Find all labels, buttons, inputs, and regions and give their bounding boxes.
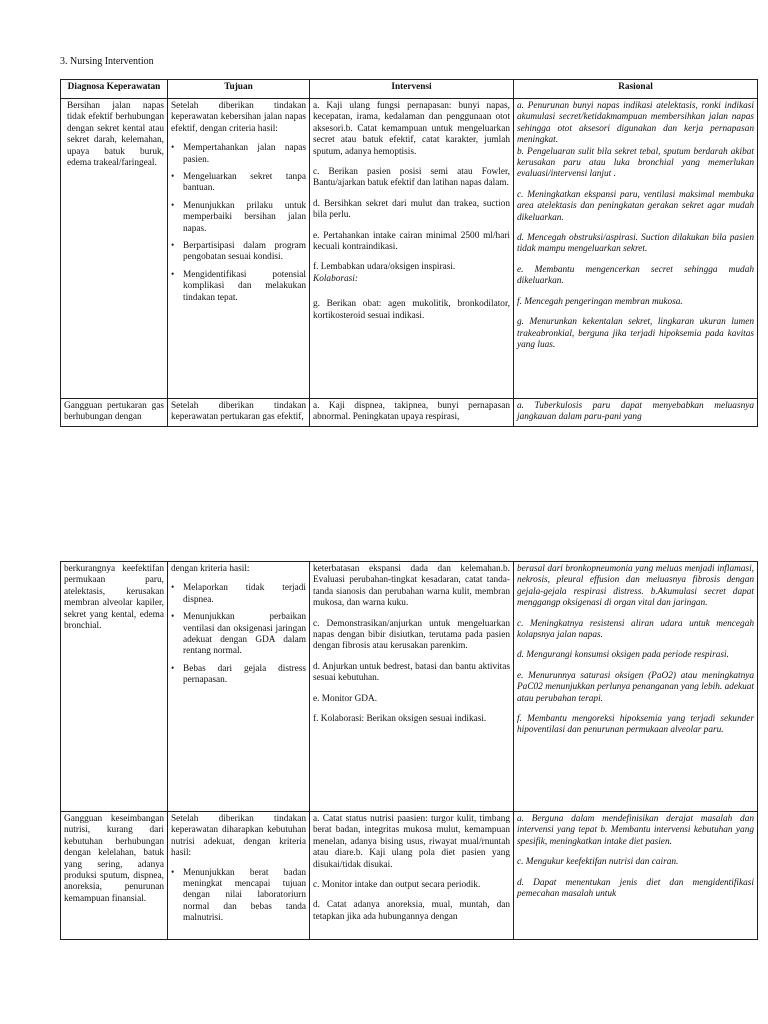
intervention-table-page-2	[60, 561, 758, 940]
intervensi-item: d. Bersihkan sekret dari mulut dan trakea, suction bila perlu.	[313, 198, 510, 221]
rasional-item: e. Menurunnya saturasi oksigen (PaO2) atau meningkatnya PaC02 menunjukkan perlunya penanganan yang lebih. adekuat atau perubahan terapi.	[517, 670, 754, 704]
intervensi-item: e. Monitor GDA.	[313, 693, 378, 704]
rasional-item: c. Mengukur keefektifan nutrisi dan cairan.	[517, 857, 679, 868]
criteria-list	[171, 583, 306, 686]
list-item: • Melaporkan tidak terjadi dispnea.	[183, 583, 306, 606]
column-header-rasional: Rasional	[514, 80, 758, 99]
rasional-item: g. Menurunkan kekentalan sekret, lingkaran ukuran lumen trakeabronkial, berguna jika terjadi hipoksemia pada kavitas yang luas.	[517, 317, 754, 350]
tujuan-intro: Setelah diberikan tindakan keperawatan kebersihan jalan napas efektif, dengan criteria hasil:	[171, 101, 306, 134]
column-header-intervensi: Intervensi	[310, 80, 514, 99]
rasional-item: d. Dapat menentukan jenis diet dan mengidentifikasi pemecahan masalah untuk	[517, 877, 754, 900]
section-heading: 3. Nursing Intervention	[60, 56, 154, 67]
intervensi-item: e. Pertahankan intake cairan minimal 2500 ml/hari kecuali kontraindikasi.	[313, 230, 510, 253]
criteria-list	[171, 868, 306, 925]
list-item: • Mempertahankan jalan napas pasien.	[183, 143, 306, 166]
list-item: • Menunjukkan perbaikan ventilasi dan oksigenasi jaringan adekuat dengan GDA dalam rentang normal.	[183, 612, 306, 658]
rasional-item: berasal dari bronkopneumonia yang meluas menjadi inflamasi, nekrosis, pleural effusion dan meluasnya fibrosis dengan gejala-gejala respirasi distress. b.Akumulasi secret dapat menggangp oksigenasi di organ vital dan jaringan.	[517, 564, 754, 609]
rasional-cell: a. Tuberkulosis paru dapat menyebabkan meluasnya jangkauan dalam paru-pani yang	[514, 399, 758, 427]
kolaborasi-label: Kolaborasi:	[313, 273, 358, 284]
intervensi-item: c. Demonstrasikan/anjurkan untuk mengeluarkan napas dengan bibir disiutkan, terutama pada pasien dengan fibrosis atau kerusakan parenkim.	[313, 618, 510, 652]
diagnosis-cell: Gangguan pertukaran gas berhubungan dengan	[61, 399, 168, 427]
rasional-item: c. Meningkatnya resistensi aliran udara untuk mencegah kolapsnya jalan napas.	[517, 618, 754, 641]
list-item: • Mengidentifikasi potensial komplikasi dan melakukan tindakan tepat.	[183, 270, 306, 304]
table-row	[61, 562, 758, 812]
intervensi-item: g. Berikan obat: agen mukolitik, bronkodilator, kortikosteroid sesuai indikasi.	[313, 299, 510, 321]
rasional-item: a. Berguna dalam mendefinisikan derajat masalah dan intervensi yang tepat b. Membantu intervensi kebutuhan yang spesifik, meningkatkan intake diet pasien.	[517, 814, 754, 847]
intervensi-item: keterbatasan ekspansi dada dan kelemahan.b. Evaluasi perubahan-tingkat kesadaran, catat tanda-tanda sianosis dan perubahan warna kulit, membran mukosa, dan warna kuku.	[313, 564, 510, 609]
rasional-cell	[514, 812, 758, 940]
table-row	[61, 812, 758, 940]
rasional-cell	[514, 99, 758, 399]
list-item: • Bebas dari gejala distress pernapasan.	[183, 664, 306, 687]
tujuan-cell	[168, 99, 310, 399]
tujuan-intro: dengan kriteria hasil:	[171, 564, 250, 574]
rasional-item: e. Membantu mengencerkan secret sehingga mudah dikeluarkan.	[517, 264, 754, 287]
diagnosis-cell	[61, 99, 168, 399]
column-header-tujuan: Tujuan	[168, 80, 310, 99]
intervensi-item: d. Anjurkan untuk bedrest, batasi dan bantu aktivitas sesuai kebutuhan.	[313, 661, 510, 684]
list-item: • Mengeluarkan sekret tanpa bantuan.	[183, 172, 306, 195]
list-item: • Berpartisipasi dalam program pengobatan sesuai kondisi.	[183, 241, 306, 264]
intervensi-item: a. Catat status nutrisi paasien: turgor kulit, timbang berat badan, integritas mukosa mulut, kemampuan menelan, adanya bising usus, riwayat mual/rnuntah atau diare.b. Kaji ulang pola diet pasien yang disukai/tidak disukai.	[313, 814, 510, 870]
intervensi-cell	[310, 812, 514, 940]
rasional-cell	[514, 562, 758, 812]
table-row	[61, 399, 758, 427]
intervensi-item: c. Monitor intake dan output secara periodik.	[313, 880, 481, 891]
intervensi-cell	[310, 99, 514, 399]
intervensi-item: a. Kaji ulang fungsi pernapasan: bunyi napas, kecepatan, irama, kedalaman dan penggunaan otot aksesori.b. Catat kemampuan untuk mengeluarkan secret atau batuk efektif, catat karakter, jumlah sputum, adanya hemoptisis.	[313, 101, 510, 157]
intervensi-item: c. Berikan pasien posisi semi atau Fowler, Bantu/ajarkan batuk efektif dan latihan napas dalam.	[313, 167, 510, 189]
tujuan-cell	[168, 562, 310, 812]
rasional-item: f. Mencegah pengeringan membran mukosa.	[517, 296, 683, 307]
rasional-item: c. Meningkatkan ekspansi paru, ventilasi maksimal membuka area atelektasis dan peningkatan gerakan sekret agar mudah dikeluarkan.	[517, 189, 754, 223]
intervensi-item: d. Catat adanya anoreksia, mual, muntah, dan tetapkan jika ada hubungannya dengan	[313, 900, 510, 922]
diagnosis-cell: Gangguan keseimbangan nutrisi, kurang dari kebutuhan berhubungan dengan kelelahan, batuk yang sering, adanya produksi sputum, dispnea, anoreksia, penurunan kemampuan finansial.	[61, 812, 168, 940]
column-header-diagnosis: Diagnosa Keperawatan	[61, 80, 168, 99]
table-row	[61, 99, 758, 399]
rasional-item: b. Pengeluaran sulit bila sekret tebal, sputum berdarah akibat kerusakan paru atau luka bronchial yang memerlukan evaluasi/intervensi lanjut .	[517, 146, 754, 180]
intervention-table-page-1	[60, 79, 758, 427]
rasional-item: d. Mengurangi konsumsi oksigen pada periode respirasi.	[517, 650, 729, 661]
tujuan-cell: Setelah diberikan tindakan keperawatan pertukaran gas efektif,	[168, 399, 310, 427]
intervensi-cell: a. Kaji dispnea, takipnea, bunyi pernapasan abnormal. Peningkatan upaya respirasi,	[310, 399, 514, 427]
intervensi-item: f. Lembabkan udara/oksigen inspirasi.	[313, 262, 456, 273]
tujuan-intro: Setelah diberikan tindakan keperawatan diharapkan kebutuhan nutrisi adekuat, dengan kriteria hasil:	[171, 814, 306, 859]
list-item: • Menunjukkan berat badan meningkat mencapai tujuan dengan nilai laboratoriurn normal dan bebas tanda malnutrisi.	[183, 868, 306, 925]
list-item: • Menunjukkan prilaku untuk memperbaiki bersihan jalan napas.	[183, 201, 306, 235]
rasional-item: d. Mencegah obstruksi/aspirasi. Suction dilakukan bila pasien tidak mampu mengeluarkan sekret.	[517, 233, 754, 255]
intervensi-item: f. Kolaborasi: Berikan oksigen sesuai indikasi.	[313, 714, 487, 725]
criteria-list	[171, 143, 306, 304]
intervensi-cell	[310, 562, 514, 812]
rasional-item: a. Penurunan bunyi napas indikasi atelektasis, ronki indikasi akumulasi secret/ketidakmampuan membersihkan jalan napas sehingga otot aksesori digunakan dan kerja pernapasan meningkat.	[517, 101, 754, 146]
diagnosis-cell: berkurangnya keefektifan permukaan paru, atelektasis, kerusakan membran alveolar kapiler, sekret yang kental, edema bronchial.	[61, 562, 168, 812]
diagnosis-text: Bersihan jalan napas tidak efektif berhubungan dengan sekret kental atau sekret darah, kelemahan, upaya batuk buruk, edema trakeal/faringeal.	[67, 101, 164, 169]
table-header-row	[61, 80, 758, 99]
rasional-item: f. Membantu mengoreksi hipoksemia yang terjadi sekunder hipoventilasi dan penurunan permukaan alveolar paru.	[517, 714, 754, 736]
tujuan-cell	[168, 812, 310, 940]
